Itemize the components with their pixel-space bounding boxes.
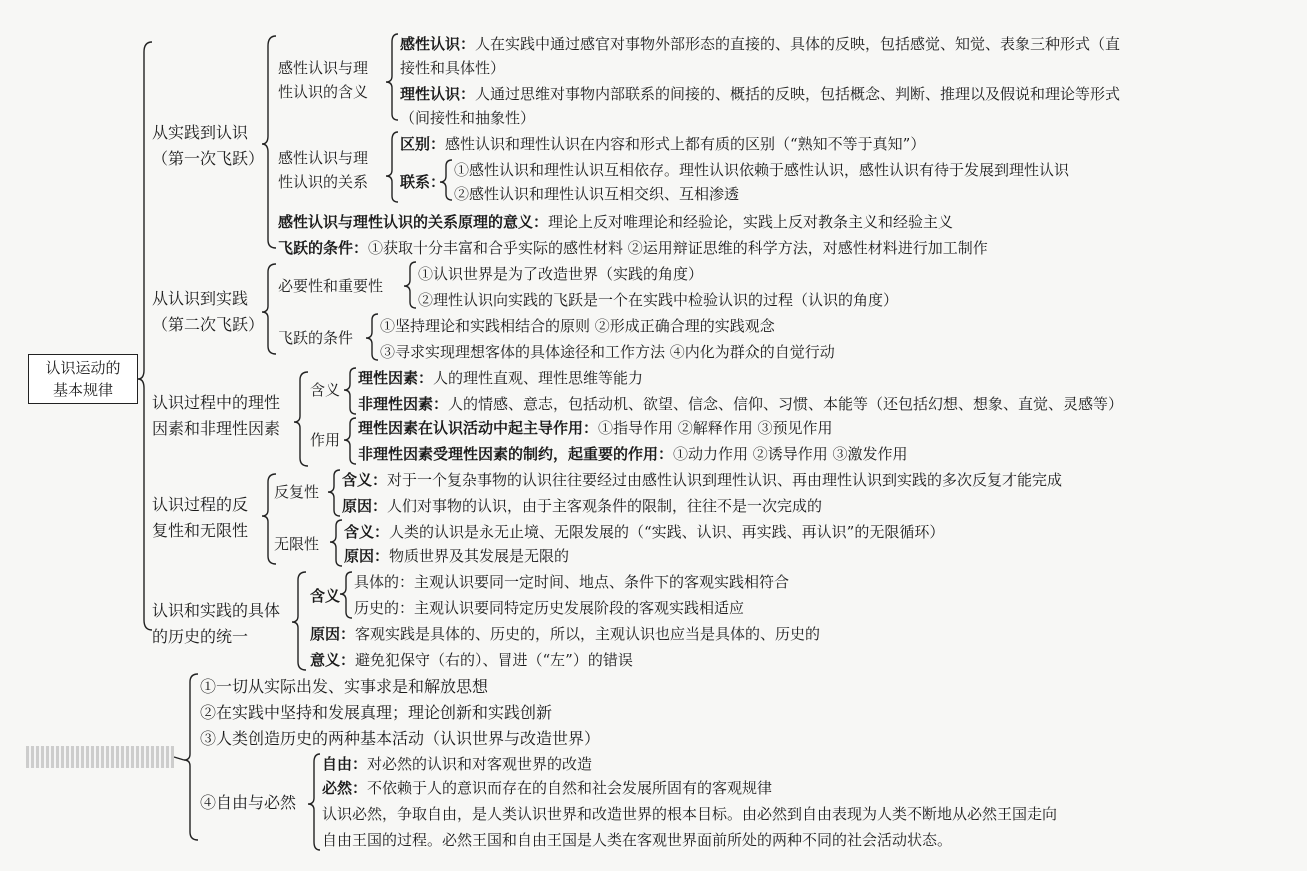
brace-s1 <box>262 36 276 248</box>
s1a-line2: 接性和具体性） <box>400 59 506 77</box>
s1-title-b: （第一次飞跃） <box>152 149 265 168</box>
rational-term: 理性认识： <box>400 85 476 103</box>
meaning-text: 理论上反对唯理论和经验论，实践上反对教条主义和经验主义 <box>548 213 954 231</box>
s3-title-b: 因素和非理性因素 <box>152 419 281 438</box>
diff-term: 区别： <box>400 135 446 153</box>
s4-inf-cause <box>344 544 569 568</box>
s4-inf-label: 无限性 <box>274 535 320 553</box>
s5-title-a: 认识和实践的具体 <box>152 601 281 620</box>
s5-def-1: 具体的：主观认识要同一定时间、地点、条件下的客观实践相符合 <box>354 573 790 591</box>
brace-freedom <box>308 754 320 850</box>
s1b-label-b: 性认识的关系 <box>278 173 369 191</box>
s5-title-b: 的历史的统一 <box>152 627 249 646</box>
s2-cond-2: ③寻求实现理想客体的具体途径和工作方法 ④内化为群众的自觉行动 <box>380 343 835 361</box>
necessity-text: 不依赖于人的意识而存在的自然和社会发展所固有的客观规律 <box>367 779 773 797</box>
s4-inf-def <box>344 520 944 544</box>
s1-title-a: 从实践到认识 <box>152 123 249 142</box>
s5-sig-term: 意义： <box>310 651 356 669</box>
s3-role-2 <box>358 442 908 466</box>
summary-line-2: 自由王国的过程。必然王国和自由王国是人类在客观世界面前所处的两种不同的社会活动状态。 <box>322 831 953 849</box>
s2-nec-2: ②理性认识向实践的飞跃是一个在实践中检验认识的过程（认识的角度） <box>418 291 899 309</box>
blurred-label <box>26 746 174 768</box>
s1a-label-a: 感性认识与理 <box>278 59 369 77</box>
necessity-line <box>322 776 772 800</box>
s2-nec-1: ①认识世界是为了改造世界（实践的角度） <box>418 265 704 283</box>
brace-s5-def <box>340 572 352 618</box>
s2-title-b: （第二次飞跃） <box>152 315 265 334</box>
s1-condition <box>278 236 988 260</box>
s3-nonrational <box>358 392 1123 416</box>
brace-s1a <box>386 34 398 120</box>
s4-rep-def-term: 含义： <box>342 471 388 489</box>
s1a-line3 <box>400 82 1120 106</box>
brace-s1b <box>386 132 398 202</box>
s2-cond-label: 飞跃的条件 <box>278 329 354 347</box>
s2-title-a: 从认识到实践 <box>152 289 249 308</box>
s2-nec-label: 必要性和重要性 <box>278 277 384 295</box>
rational-text: 人通过思维对事物内部联系的间接的、概括的反映，包括概念、判断、推理以及假说和理论等形式 <box>475 85 1121 103</box>
brace-s2 <box>262 264 276 354</box>
s5-def-2: 历史的：主观认识要同特定历史发展阶段的客观实践相适应 <box>354 599 745 617</box>
link-item-1: ①感性认识和理性认识互相依存。理性认识依赖于感性认识，感性认识有待于发展到理性认识 <box>454 161 1070 179</box>
s3-def-label: 含义 <box>310 381 341 399</box>
bottom-item-3: ③人类创造历史的两种基本活动（认识世界与改造世界） <box>200 729 601 748</box>
s4-title-b: 复性和无限性 <box>152 521 249 540</box>
brace-s3 <box>294 372 308 466</box>
bottom-item-4: ④自由与必然 <box>200 793 297 812</box>
brace-s4-rep <box>328 470 340 516</box>
s4-inf-def-term: 含义： <box>344 523 390 541</box>
s3-nr-term: 非理性因素： <box>358 395 449 413</box>
brace-bottom <box>184 674 198 840</box>
brace-s3-role <box>344 418 356 464</box>
s4-inf-cause-term: 原因： <box>344 547 390 565</box>
s1-meaning <box>278 210 953 234</box>
freedom-text: 对必然的认识和对客观世界的改造 <box>367 755 593 773</box>
s4-rep-label: 反复性 <box>274 483 320 501</box>
s4-rep-def <box>342 468 1062 492</box>
s4-inf-cause-text: 物质世界及其发展是无限的 <box>389 547 570 565</box>
necessity-term: 必然： <box>322 779 368 797</box>
diff-text: 感性认识和理性认识在内容和形式上都有质的区别（“熟知不等于真知”） <box>445 135 926 153</box>
s3-role1-text: ①指导作用 ②解释作用 ③预见作用 <box>598 419 833 437</box>
s3-nr-text: 人的情感、意志，包括动机、欲望、信念、信仰、习惯、本能等（还包括幻想、想象、直觉、灵感等） <box>448 395 1124 413</box>
s3-role2-text: ①动力作用 ②诱导作用 ③激发作用 <box>673 445 908 463</box>
brace-s2-cond <box>366 314 378 360</box>
s5-cause-text: 客观实践是具体的、历史的，所以，主观认识也应当是具体的、历史的 <box>355 625 821 643</box>
root-title: 认识运动的 基本规律 <box>45 359 121 399</box>
s3-role1-term: 理性因素在认识活动中起主导作用： <box>358 419 599 437</box>
link-item-2: ②感性认识和理性认识互相交织、互相渗透 <box>454 185 740 203</box>
s3-r-term: 理性因素： <box>358 369 434 387</box>
meaning-term: 感性认识与理性认识的关系原理的意义： <box>278 213 549 231</box>
s1a-line4: （间接性和抽象性） <box>400 109 536 127</box>
bottom-item-2: ②在实践中坚持和发展真理；理论创新和实践创新 <box>200 703 553 722</box>
s1b-label-a: 感性认识与理 <box>278 149 369 167</box>
freedom-line <box>322 752 592 776</box>
s1-cond-text: ①获取十分丰富和合乎实际的感性材料 ②运用辩证思维的科学方法，对感性材料进行加工制作 <box>368 239 988 257</box>
s3-r-text: 人的理性直观、理性思维等能力 <box>433 369 644 387</box>
bottom-connector <box>174 757 184 760</box>
s2-cond-1: ①坚持理论和实践相结合的原则 ②形成正确合理的实践观念 <box>380 317 775 335</box>
s3-title-a: 认识过程中的理性 <box>152 393 281 412</box>
s5-sig-text: 避免犯保守（右的）、冒进（“左”）的错误 <box>355 651 633 669</box>
root-node <box>28 354 138 404</box>
s5-cause <box>310 622 820 646</box>
s5-cause-term: 原因： <box>310 625 356 643</box>
brace-s3-def <box>344 368 356 414</box>
s3-role-label: 作用 <box>310 431 341 449</box>
s4-inf-def-text: 人类的认识是永无止境、无限发展的（“实践、认识、再实践、再认识”的无限循环） <box>389 523 945 541</box>
brace-s4-inf <box>330 520 342 566</box>
s4-title-a: 认识过程的反 <box>152 495 249 514</box>
brace-main <box>138 42 152 630</box>
s4-rep-def-text: 对于一个复杂事物的认识往往要经过由感性认识到理性认识、再由理性认识到实践的多次反复才能完成 <box>387 471 1063 489</box>
s1-cond-term: 飞跃的条件： <box>278 239 369 257</box>
summary-line-1: 认识必然，争取自由，是人类认识世界和改造世界的根本目标。由必然到自由表现为人类不断地从必然王国走向 <box>322 805 1058 823</box>
s4-rep-cause-text: 人们对事物的认识，由于主客观条件的限制，往往不是一次完成的 <box>387 497 823 515</box>
perceptual-term: 感性认识： <box>400 35 476 53</box>
s1b-diff <box>400 132 925 156</box>
bottom-item-1: ①一切从实际出发、实事求是和解放思想 <box>200 677 489 696</box>
s3-role-1 <box>358 416 833 440</box>
s3-role2-term: 非理性因素受理性因素的制约，起重要的作用： <box>358 445 674 463</box>
s1a-line1 <box>400 32 1120 56</box>
brace-s2-nec <box>404 262 416 308</box>
s3-rational <box>358 366 643 390</box>
s5-significance <box>310 648 633 672</box>
s4-rep-cause <box>342 494 822 518</box>
link-term: 联系： <box>400 173 446 191</box>
s5-def-label: 含义 <box>310 587 341 605</box>
s1a-label-b: 性认识的含义 <box>278 83 369 101</box>
freedom-term: 自由： <box>322 755 368 773</box>
brace-s5 <box>292 572 306 670</box>
perceptual-text: 人在实践中通过感官对事物外部形态的直接的、具体的反映，包括感觉、知觉、表象三种形式（直 <box>475 35 1121 53</box>
s4-rep-cause-term: 原因： <box>342 497 388 515</box>
